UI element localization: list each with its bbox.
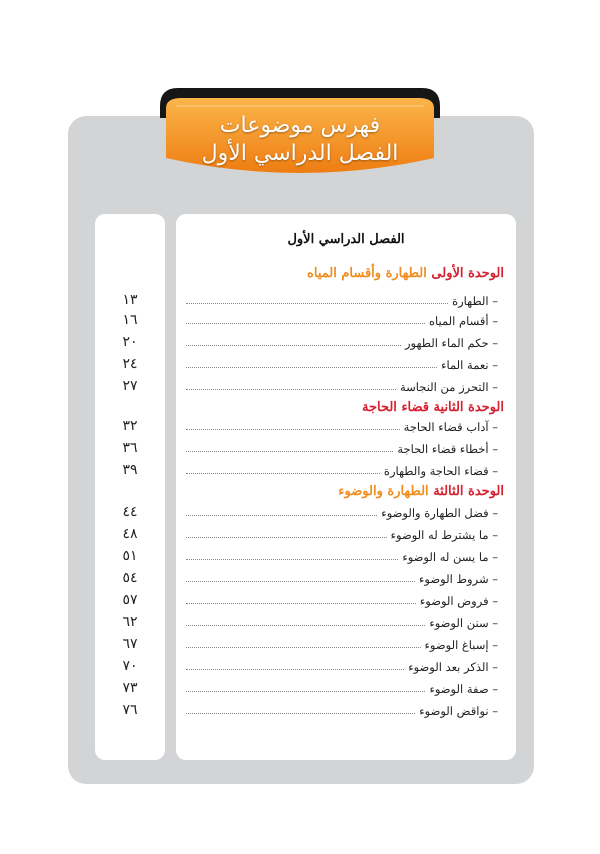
page-number: ١٦ (122, 312, 138, 328)
page-number: ٧٠ (122, 658, 138, 674)
toc-entry[interactable] (182, 678, 498, 696)
entry-title: – صفة الوضوء (429, 682, 498, 696)
leader-dots (186, 450, 393, 452)
toc-entry[interactable] (182, 460, 498, 478)
toc-entry[interactable] (182, 546, 498, 564)
page-number: ٢٤ (122, 356, 138, 372)
leader-dots (186, 690, 425, 692)
toc-entry[interactable] (182, 524, 498, 542)
toc-entry[interactable] (182, 332, 498, 350)
toc-entry[interactable] (182, 502, 498, 520)
toc-entry[interactable] (182, 354, 498, 372)
unit-heading-2 (362, 400, 504, 415)
leader-dots (186, 602, 416, 604)
banner-title (160, 112, 440, 168)
toc-entry[interactable] (182, 634, 498, 652)
page-number: ٣٢ (122, 418, 138, 434)
toc-entry[interactable] (182, 376, 498, 394)
page-number: ٥٤ (122, 570, 138, 586)
page-number: ٦٧ (122, 636, 138, 652)
page-number: ٤٨ (122, 526, 138, 542)
toc-entry[interactable] (182, 568, 498, 586)
entry-title: – سنن الوضوء (429, 616, 498, 630)
toc-entry[interactable] (182, 612, 498, 630)
unit-topic: قضاء الحاجة (361, 400, 430, 415)
leader-dots (186, 580, 415, 582)
page-number: ١٣ (122, 292, 138, 308)
page-number: ٧٣ (122, 680, 138, 696)
page-number: ٦٢ (122, 614, 138, 630)
entry-title: – نعمة الماء (441, 358, 498, 372)
entry-title: – فضل الطهارة والوضوء (381, 506, 498, 520)
semester-heading: الفصل الدراسي الأول (287, 232, 405, 247)
entry-title: – قضاء الحاجة والطهارة (383, 464, 498, 478)
page-number: ٤٤ (122, 504, 138, 520)
entry-title: – شروط الوضوء (419, 572, 498, 586)
leader-dots (186, 322, 425, 324)
page-number: ٥٧ (122, 592, 138, 608)
entry-title: – الذكر بعد الوضوء (408, 660, 498, 674)
leader-dots (186, 366, 437, 368)
leader-dots (186, 388, 396, 390)
contents-panel (176, 214, 516, 760)
entry-title: – الطهارة (452, 294, 498, 308)
page-number-column (95, 214, 165, 760)
toc-entry[interactable] (182, 310, 498, 328)
leader-dots (186, 668, 404, 670)
toc-entry[interactable] (182, 700, 498, 718)
toc-entry[interactable] (182, 656, 498, 674)
entry-title: – ما يشترط له الوضوء (390, 528, 498, 542)
page-number: ٣٦ (122, 440, 138, 456)
entry-title: – أخطاء قضاء الحاجة (397, 442, 498, 456)
entry-title: – التحرز من النجاسة (399, 380, 498, 394)
banner-line-2: الفصل الدراسي الأول (201, 141, 399, 166)
leader-dots (186, 344, 401, 346)
unit-heading-1 (307, 266, 504, 281)
unit-label: الوحدة الأولى (431, 266, 504, 281)
entry-title: – ما يسن له الوضوء (402, 550, 498, 564)
entry-title: – أقسام المياه (429, 314, 498, 328)
leader-dots (186, 558, 398, 560)
unit-topic: الطهارة وأقسام المياه (307, 266, 427, 281)
leader-dots (186, 712, 415, 714)
entry-title: – حكم الماء الطهور (404, 336, 498, 350)
entry-title: – فروض الوضوء (419, 594, 498, 608)
leader-dots (186, 302, 448, 304)
unit-label: الوحدة الثانية (433, 400, 504, 415)
leader-dots (186, 428, 400, 430)
page-number: ٥١ (122, 548, 138, 564)
unit-heading-3 (338, 484, 504, 499)
page-number: ٢٧ (122, 378, 138, 394)
leader-dots (186, 624, 425, 626)
banner-line-1: فهرس موضوعات (219, 113, 381, 138)
leader-dots (186, 472, 380, 474)
entry-title: – آداب قضاء الحاجة (403, 420, 498, 434)
leader-dots (186, 514, 377, 516)
unit-topic: الطهارة والوضوء (338, 484, 429, 499)
toc-entry[interactable] (182, 290, 498, 308)
unit-label: الوحدة الثالثة (433, 484, 504, 499)
page-number: ٣٩ (122, 462, 138, 478)
entry-title: – نواقض الوضوء (419, 704, 498, 718)
toc-entry[interactable] (182, 438, 498, 456)
leader-dots (186, 536, 387, 538)
entry-title: – إسباغ الوضوء (424, 638, 498, 652)
page-number: ٢٠ (122, 334, 138, 350)
toc-entry[interactable] (182, 590, 498, 608)
toc-entry[interactable] (182, 416, 498, 434)
page-number: ٧٦ (122, 702, 138, 718)
leader-dots (186, 646, 421, 648)
